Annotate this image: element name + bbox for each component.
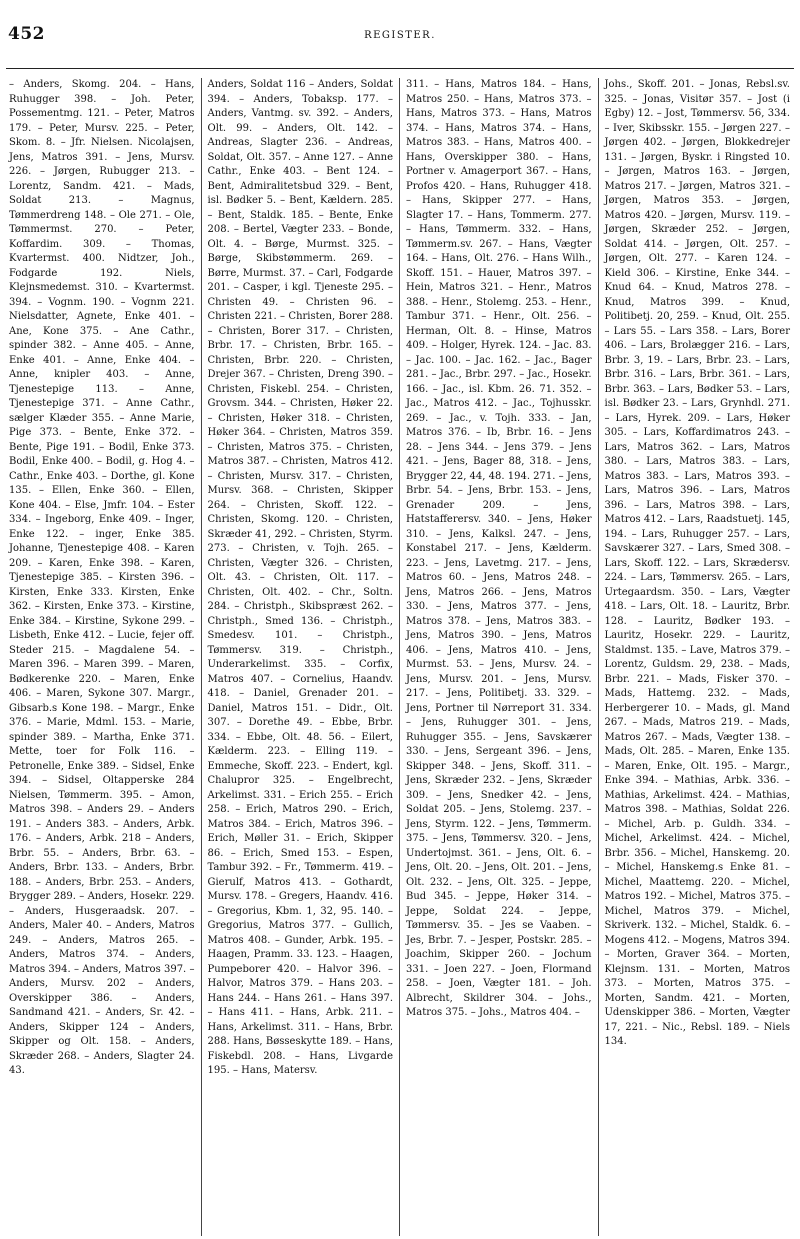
column-text: Anders, Soldat 116 – Anders, Soldat 394. – Anders, Tobaksp. 177. – Anders, Vantmg. sv. 392. – Anders, Olt. 99. – Anders, Olt. 142. – Andreas, Slagter 236. – Andreas, Soldat, Olt. 357. – Anne 127. – Anne Cathr., Enke 403. – Bent 124. – Bent, Admiralitetsbud 329. – Bent, isl. Bødker 5. – Bent, Kældern. 285. – Bent, Staldk. 185. – Bente, Enke 208. – Bertel, Vægter 233. – Bonde, Olt. 4. – Børge, Murmst. 325. – Børge, Skibstømmerm. 269. – Børre, Murmst. 37. – Carl, Fodgarde 201. – Casper, i kgl. Tjeneste 295. – Christen 49. – Christen 96. – Christen 221. – Christen, Borer 288. – Christen, Borer 317. – Christen, Brbr. 17. – Christen, Brbr. 165. – Christen, Brbr. 220. – Christen, Drejer 367. – Christen, Dreng 390. – Christen, Fiskebl. 254. – Christen, Grovsm. 344. – Christen, Høker 22. – Christen, Høker 318. – Christen, Høker 364. – Christen, Matros 359. – Christen, Matros 375. – Christen, Matros 387. – Christen, Matros 412. – Christen, Mursv. 317. – Christen, Mursv. 368. – Christen, Skipper 264. – Christen, Skoff. 122. – Christen, Skomg. 120. – Christen, Skræder 41, 292. – Christen, Styrm. 273. – Christen, v. Tojh. 265. – Christen, Vægter 326. – Christen, Olt. 43. – Christen, Olt. 117. – Christen, Olt. 402. – Chr., Soltn. 284. – Christph., Skibspræst 262. – Christph., Smed 136. – Christph., Smedesv. 101. – Christph., Tømmersv. 319. – Christph., Underarkelimst. 335. – Corfix, Matros 407. – Cornelius, Haandv. 418. – Daniel, Grenader 201. – Daniel, Matros 151. – Didr., Olt. 307. – Dorethe 49. – Ebbe, Brbr. 334. – Ebbe, Olt. 48. 56. – Eilert, Kælderm. 223. – Elling 119. – Emmeche, Skoff. 223. – Endert, kgl. Chalupror 325. – Engelbrecht, Arkelimst. 331. – Erich 255. – Erich 258. – Erich, Matros 290. – Erich, Matros 384. – Erich, Matros 396. – Erich, Møller 31. – Erich, Skipper 86. – Erich, Smed 153. – Espen, Tambur 392. – Fr., Tømmerm. 419. – Gierulf, Matros 413. – Gothardt, Mursv. 178. – Gregers, Haandv. 416. – Gregorius, Kbm. 1, 32, 95. 140. – Gregorius, Matros 377. – Gullich, Matros 408. – Gunder, Arbk. 195. – Haagen, Pramm. 33. 123. – Haagen, Pumpeborer 420. – Halvor 396. – Halvor, Matros 379. – Hans 203. – Hans 244. – Hans 261. – Hans 397. – Hans 411. – Hans, Arbk. 211. – Hans, Arkelimst. 311. – Hans, Brbr. 288. Hans, Bøsseskytte 189. – Hans, Fiskebdl. 208. – Hans, Livgarde 195. – Hans, Matersv. xyxy=(207,79,393,1076)
register-column-2 xyxy=(201,78,400,1236)
header-rule xyxy=(6,68,794,69)
register-column-3 xyxy=(399,78,598,1236)
running-title: REGISTER. xyxy=(364,30,436,41)
register-column-4 xyxy=(598,78,797,1236)
register-column-1 xyxy=(6,78,201,1236)
column-text: 311. – Hans, Matros 184. – Hans, Matros 250. – Hans, Matros 373. – Hans, Matros 373. – Hans, Matros 374. – Hans, Matros 374. – Hans, Matros 383. – Hans, Matros 400. – Hans, Overskipper 380. – Hans, Portner v. Amagerport 367. – Hans, Profos 420. – Hans, Ruhugger 418. – Hans, Skipper 277. – Hans, Slagter 17. – Hans, Tommerm. 277. – Hans, Tømmerm. 332. – Hans, Tømmerm.sv. 267. – Hans, Vægter 164. – Hans, Olt. 276. – Hans Wilh., Skoff. 151. – Hauer, Matros 397. – Hein, Matros 321. – Henr., Matros 388. – Henr., Stolemg. 253. – Henr., Tambur 371. – Henr., Olt. 256. – Herman, Olt. 8. – Hinse, Matros 409. – Holger, Hyrek. 124. – Jac. 83. – Jac. 100. – Jac. 162. – Jac., Bager 281. – Jac., Brbr. 297. – Jac., Hosekr. 166. – Jac., isl. Kbm. 26. 71. 352. – Jac., Matros 412. – Jac., Tojhusskr. 269. – Jac., v. Tojh. 333. – Jan, Matros 376. – Ib, Brbr. 16. – Jens 28. – Jens 344. – Jens 379. – Jens 421. – Jens, Bager 88, 318. – Jens, Brygger 22, 44, 48. 194. 271. – Jens, Brbr. 54. – Jens, Brbr. 153. – Jens, Grenader 209. – Jens, Hatstafferersv. 340. – Jens, Høker 310. – Jens, Kalksl. 247. – Jens, Konstabel 217. – Jens, Kælderm. 223. – Jens, Lavetmg. 217. – Jens, Matros 60. – Jens, Matros 248. – Jens, Matros 266. – Jens, Matros 330. – Jens, Matros 377. – Jens, Matros 378. – Jens, Matros 383. – Jens, Matros 390. – Jens, Matros 406. – Jens, Matros 410. – Jens, Murmst. 53. – Jens, Mursv. 24. – Jens, Mursv. 201. – Jens, Mursv. 217. – Jens, Politibetj. 33. 329. – Jens, Portner til Nørreport 31. 334. – Jens, Ruhugger 301. – Jens, Ruhugger 355. – Jens, Savskærer 330. – Jens, Sergeant 396. – Jens, Skipper 348. – Jens, Skoff. 311. – Jens, Skræder 232. – Jens, Skræder 309. – Jens, Snedker 42. – Jens, Soldat 205. – Jens, Stolemg. 237. – Jens, Styrm. 122. – Jens, Tømmerm. 375. – Jens, Tømmersv. 320. – Jens, Undertojmst. 361. – Jens, Olt. 6. – Jens, Olt. 20. – Jens, Olt. 201. – Jens, Olt. 232. – Jens, Olt. 325. – Jeppe, Bud 345. – Jeppe, Høker 314. – Jeppe, Soldat 224. – Jeppe, Tømmersv. 35. – Jes se Vaaben. – Jes, Brbr. 7. – Jesper, Postskr. 285. – Joachim, Skipper 260. – Jochum 331. – Joen 227. – Joen, Flormand 258. – Joen, Vægter 181. – Joh. Albrecht, Skildrer 304. – Johs., Matros 375. – Johs., Matros 404. – xyxy=(406,79,592,1018)
page-header xyxy=(0,0,800,60)
column-text: Johs., Skoff. 201. – Jonas, Rebsl.sv. 325. – Jonas, Visitør 357. – Jost (i Egby) 12. – Jost, Tømmersv. 56, 334. – Iver, Skibsskr. 155. – Jørgen 227. – Jørgen 402. – Jørgen, Blokkedrejer 131. – Jørgen, Byskr. i Ringsted 10. – Jørgen, Matros 163. – Jørgen, Matros 217. – Jørgen, Matros 321. – Jørgen, Matros 353. – Jørgen, Matros 420. – Jørgen, Mursv. 119. – Jørgen, Skræder 252. – Jørgen, Soldat 414. – Jørgen, Olt. 257. – Jørgen, Olt. 277. – Karen 124. – Kield 306. – Kirstine, Enke 344. – Knud 64. – Knud, Matros 278. – Knud, Matros 399. – Knud, Politibetj. 20, 259. – Knud, Olt. 255. – Lars 55. – Lars 358. – Lars, Borer 406. – Lars, Brolægger 216. – Lars, Brbr. 3, 19. – Lars, Brbr. 23. – Lars, Brbr. 316. – Lars, Brbr. 361. – Lars, Brbr. 363. – Lars, Bødker 53. – Lars, isl. Bødker 23. – Lars, Grynhdl. 271. – Lars, Hyrek. 209. – Lars, Høker 305. – Lars, Koffardimatros 243. – Lars, Matros 362. – Lars, Matros 380. – Lars, Matros 383. – Lars, Matros 383. – Lars, Matros 393. – Lars, Matros 396. – Lars, Matros 396. – Lars, Matros 398. – Lars, Matros 412. – Lars, Raadstuetj. 145, 194. – Lars, Ruhugger 257. – Lars, Savskærer 327. – Lars, Smed 308. – Lars, Skoff. 122. – Lars, Skrædersv. 224. – Lars, Tømmersv. 265. – Lars, Urtegaardsm. 350. – Lars, Vægter 418. – Lars, Olt. 18. – Lauritz, Brbr. 128. – Lauritz, Bødker 193. – Lauritz, Hosekr. 229. – Lauritz, Staldmst. 135. – Lave, Matros 379. – Lorentz, Guldsm. 29, 238. – Mads, Brbr. 221. – Mads, Fisker 370. – Mads, Hattemg. 232. – Mads, Herbergerer 10. – Mads, gl. Mand 267. – Mads, Matros 219. – Mads, Matros 267. – Mads, Vægter 138. – Mads, Olt. 285. – Maren, Enke 135. – Maren, Enke, Olt. 195. – Margr., Enke 394. – Mathias, Arbk. 336. – Mathias, Arkelimst. 424. – Mathias, Matros 398. – Mathias, Soldat 226. – Michel, Arb. p. Guldh. 334. – Michel, Arkelimst. 424. – Michel, Brbr. 356. – Michel, Hanskemg. 20. – Michel, Hanskemg.s Enke 81. – Michel, Maattemg. 220. – Michel, Matros 192. – Michel, Matros 375. – Michel, Matros 379. – Michel, Skriverk. 132. – Michel, Staldk. 6. – Mogens 412. – Mogens, Matros 394. – Morten, Graver 364. – Morten, Klejnsm. 131. – Morten, Matros 373. – Morten, Matros 375. – Morten, Sandm. 421. – Morten, Udenskipper 386. – Morten, Vægter 17, 221. – Nic., Rebsl. 189. – Niels 134. xyxy=(604,79,790,1047)
register-columns xyxy=(6,78,796,1236)
page-number: 452 xyxy=(8,24,45,44)
column-text: – Anders, Skomg. 204. – Hans, Ruhugger 398. – Joh. Peter, Possementmg. 121. – Peter, Matros 179. – Peter, Mursv. 225. – Peter, Skom. 8. – Jfr. Nielsen. Nicolajsen, Jens, Matros 391. – Jens, Mursv. 226. – Jørgen, Rubugger 213. – Lorentz, Sandm. 421. – Mads, Soldat 213. – Magnus, Tømmerdreng 148. – Ole 271. – Ole, Tømmermst. 270. – Peter, Koffardim. 309. – Thomas, Kvartermst. 400. Nidtzer, Joh., Fodgarde 192. Niels, Klejnsmedemst. 310. – Kvartermst. 394. – Vognm. 190. – Vognm 221. Nielsdatter, Agnete, Enke 401. – Ane, Kone 375. – Ane Cathr., spinder 382. – Anne 405. – Anne, Enke 401. – Anne, Enke 404. – Anne, knipler 403. – Anne, Tjenestepige 113. – Anne, Tjenestepige 371. – Anne Cathr., sælger Klæder 355. – Anne Marie, Pige 373. – Bente, Enke 372. – Bente, Pige 191. – Bodil, Enke 373. Bodil, Enke 400. – Bodil, g. Hog 4. – Cathr., Enke 403. – Dorthe, gl. Kone 135. – Ellen, Enke 360. – Ellen, Kone 404. – Else, Jmfr. 104. – Ester 334. – Ingeborg, Enke 409. – Inger, Enke 122. – inger, Enke 385. Johanne, Tjenestepige 408. – Karen 209. – Karen, Enke 398. – Karen, Tjenestepige 385. – Kirsten 396. – Kirsten, Enke 333. Kirsten, Enke 362. – Kirsten, Enke 373. – Kirstine, Enke 384. – Kirstine, Sykone 299. – Lisbeth, Enke 412. – Lucie, fejer off. Steder 215. – Magdalene 54. – Maren 396. – Maren 399. – Maren, Bødkerenke 220. – Maren, Enke 406. – Maren, Sykone 307. Margr., Gibsarb.s Kone 198. – Margr., Enke 376. – Marie, Mdml. 153. – Marie, spinder 389. – Martha, Enke 371. Mette, toer for Folk 116. – Petronelle, Enke 389. – Sidsel, Enke 394. – Sidsel, Oltapperske 284 Nielsen, Tømmerm. 395. – Amon, Matros 398. – Anders 29. – Anders 191. – Anders 383. – Anders, Arbk. 176. – Anders, Arbk. 218 – Anders, Brbr. 55. – Anders, Brbr. 63. – Anders, Brbr. 133. – Anders, Brbr. 188. – Anders, Brbr. 253. – Anders, Brygger 289. – Anders, Hosekr. 229. – Anders, Husgeraadsk. 207. – Anders, Maler 40. – Anders, Matros 249. – Anders, Matros 265. – Anders, Matros 374. – Anders, Matros 394. – Anders, Matros 397. – Anders, Mursv. 202 – Anders, Overskipper 386. – Anders, Sandmand 421. – Anders, Sr. 42. – Anders, Skipper 124 – Anders, Skipper og Olt. 158. – Anders, Skræder 268. – Anders, Slagter 24. 43. xyxy=(9,79,195,1076)
